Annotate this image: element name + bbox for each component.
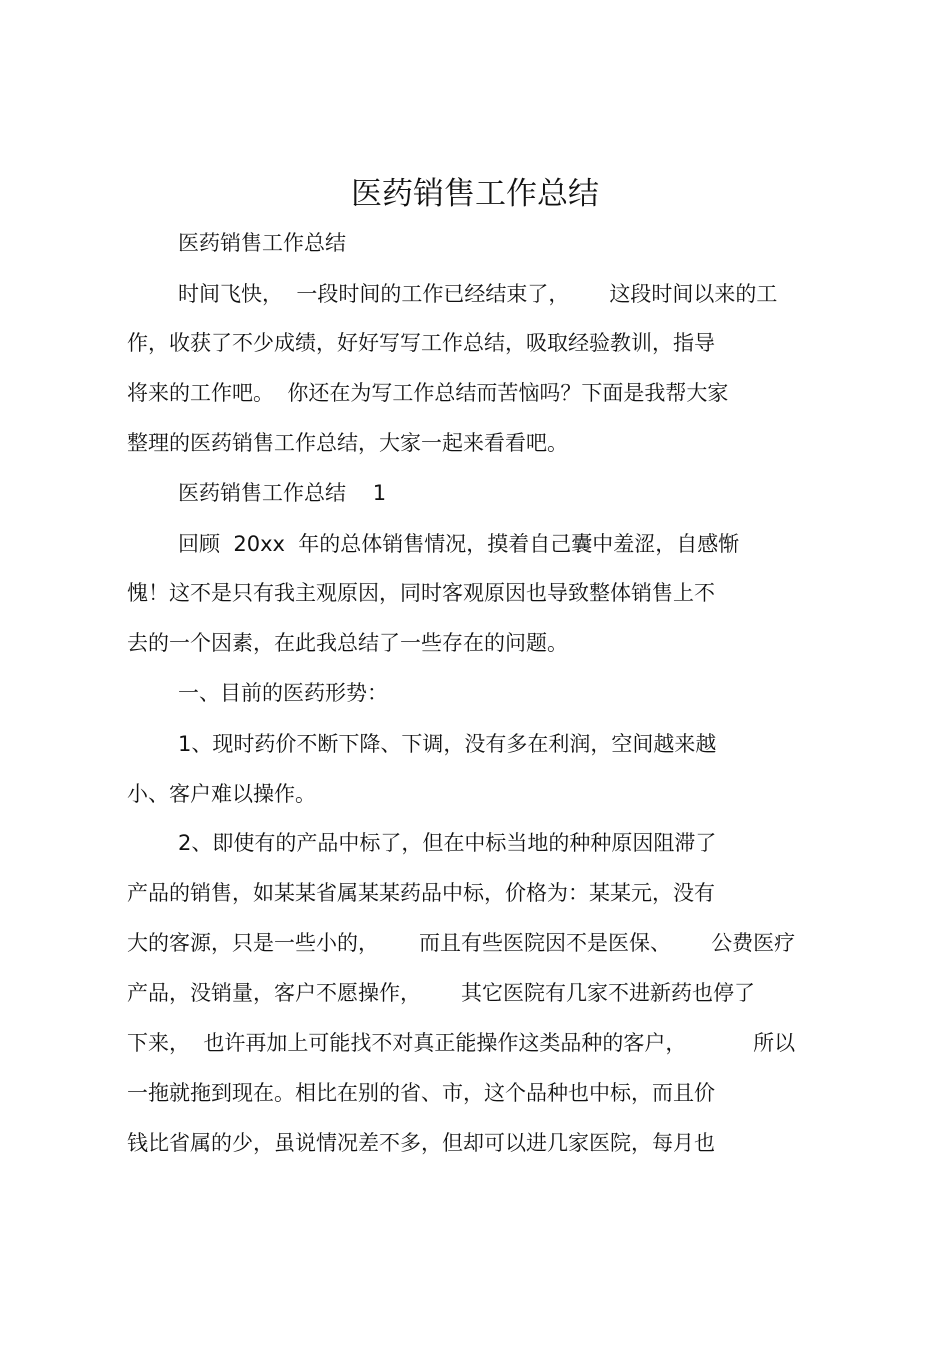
point-2-line-7: 钱比省属的少，虽说情况差不多，但却可以进几家医院，每月也 — [127, 1131, 715, 1155]
point-1-line-1: 1、现时药价不断下降、下调，没有多在利润，空间越来越 — [178, 732, 717, 756]
point-2-line-1: 2、即使有的产品中标了，但在中标当地的种种原因阻滞了 — [178, 831, 717, 855]
point-2-line-2: 产品的销售，如某某省属某某药品中标，价格为：某某元，没有 — [127, 881, 715, 905]
point-2-line-5: 下来， 也许再加上可能找不对真正能操作这类品种的客户， 所以 — [127, 1031, 796, 1055]
subtitle-line: 医药销售工作总结 — [178, 231, 346, 255]
point-2-line-3: 大的客源，只是一些小的， 而且有些医院因不是医保、 公费医疗 — [127, 931, 796, 955]
subheading-situation: 一、目前的医药形势： — [178, 681, 388, 705]
intro-line-2: 作，收获了不少成绩，好好写写工作总结，吸取经验教训，指导 — [127, 331, 715, 355]
review-line-3: 去的一个因素，在此我总结了一些存在的问题。 — [127, 631, 568, 655]
point-2-line-6: 一拖就拖到现在。相比在别的省、市，这个品种也中标，而且价 — [127, 1081, 715, 1105]
point-2-line-4: 产品，没销量，客户不愿操作， 其它医院有几家不进新药也停了 — [127, 981, 756, 1005]
intro-line-4: 整理的医药销售工作总结，大家一起来看看吧。 — [127, 431, 568, 455]
review-line-1: 回顾 20xx 年的总体销售情况，摸着自己囊中羞涩，自感惭 — [178, 532, 740, 556]
point-1-line-2: 小、客户难以操作。 — [127, 782, 316, 806]
section-heading-1: 医药销售工作总结 1 — [178, 481, 387, 505]
intro-line-3: 将来的工作吧。 你还在为写工作总结而苦恼吗？下面是我帮大家 — [127, 381, 729, 405]
review-line-2: 愧！这不是只有我主观原因，同时客观原因也导致整体销售上不 — [127, 581, 715, 605]
intro-line-1: 时间飞快， 一段时间的工作已经结束了， 这段时间以来的工 — [178, 282, 778, 306]
document-title: 医药销售工作总结 — [351, 176, 599, 212]
